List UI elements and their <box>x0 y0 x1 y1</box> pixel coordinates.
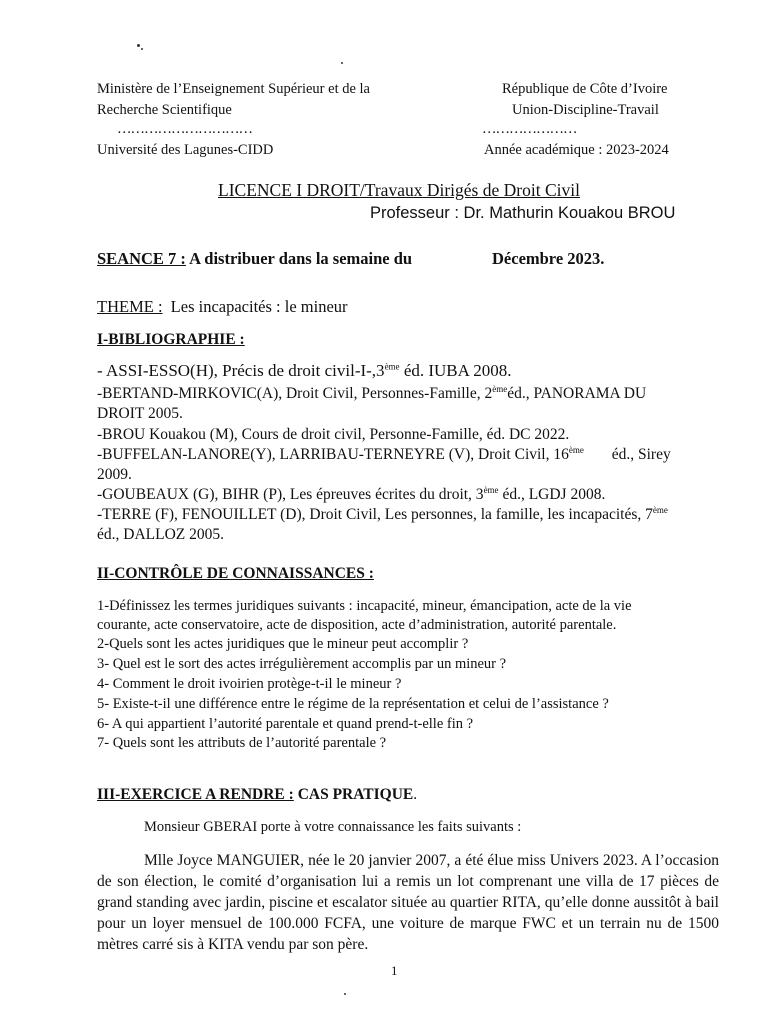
question-4: 4- Comment le droit ivoirien protège-t-il le mineur ? <box>97 676 402 692</box>
question-6: 6- A qui appartient l’autorité parentale et quand prend-t-elle fin ? <box>97 716 474 732</box>
scan-speck <box>344 993 346 995</box>
question-3: 3- Quel est le sort des actes irrégulièrement accomplis par un mineur ? <box>97 656 507 672</box>
bibliography-item <box>97 361 511 381</box>
bibliography-sup: ème <box>568 444 584 455</box>
header-left-dots: ………………………… <box>117 121 252 137</box>
exercice-heading <box>97 786 417 804</box>
header-motto: Union-Discipline-Travail <box>512 102 659 118</box>
seance-text: A distribuer dans la semaine du <box>189 249 413 268</box>
header-academic-year: Année académique : 2023-2024 <box>484 142 669 158</box>
bibliography-item: -BROU Kouakou (M), Cours de droit civil, Personne-Famille, éd. DC 2022. <box>97 426 570 443</box>
professor-line: Professeur : Dr. Mathurin Kouakou BROU <box>370 204 676 222</box>
bibliography-sup: ème <box>483 484 499 495</box>
question-5: 5- Existe-t-il une différence entre le régime de la représentation et celui de l’assistance ? <box>97 696 609 712</box>
controle-heading: II-CONTRÔLE DE CONNAISSANCES : <box>97 565 374 582</box>
exercice-paragraph: Mlle Joyce MANGUIER, née le 20 janvier 2007, a été élue miss Univers 2023. A l’occasion de son élection, le comité d’organisation lui a remis un lot comprenant une villa de 17 pièces de grand standing avec jardin, piscine et escalator située au quartier RITA, qu’elle donne aussitôt à bail pour un loyer mensuel de 100.000 FCFA, une voiture de marque FWC et un terrain nu de 1500 mètres carré sis à KITA vendu par son père. <box>97 852 719 953</box>
bibliography-text: -GOUBEAUX (G), BIHR (P), Les épreuves écrites du droit, 3 <box>97 486 484 503</box>
bibliography-item <box>97 385 646 403</box>
bibliography-text: éd., Sirey <box>607 446 671 463</box>
exercice-heading-dot: . <box>413 786 418 803</box>
seance-label: SEANCE 7 : <box>97 249 186 268</box>
exercice-heading-underlined: III-EXERCICE A RENDRE : <box>97 786 294 803</box>
bibliography-item <box>97 446 671 464</box>
theme-text: Les incapacités : le mineur <box>170 297 348 316</box>
bibliography-item-cont: 2009. <box>97 466 132 483</box>
question-7: 7- Quels sont les attributs de l’autorité parentale ? <box>97 735 387 751</box>
seance-line <box>97 249 412 269</box>
seance-date: Décembre 2023. <box>492 249 605 268</box>
course-title: LICENCE I DROIT/Travaux Dirigés de Droit Civil <box>218 180 580 200</box>
bibliography-item-cont: éd., DALLOZ 2005. <box>97 526 224 543</box>
bibliography-sup: ème <box>652 504 668 515</box>
bibliography-item-cont: DROIT 2005. <box>97 405 183 422</box>
bibliography-text: éd. IUBA 2008. <box>399 361 512 380</box>
header-university: Université des Lagunes-CIDD <box>97 142 274 158</box>
bibliography-text: éd., PANORAMA DU <box>507 385 647 402</box>
bibliography-text: -BUFFELAN-LANORE(Y), LARRIBAU-TERNEYRE (V), Droit Civil, 16 <box>97 446 569 463</box>
question-1-line2: courante, acte conservatoire, acte de disposition, acte d’administration, autorité parentale. <box>97 617 617 633</box>
bibliography-text: -TERRE (F), FENOUILLET (D), Droit Civil, Les personnes, la famille, les incapacités, 7 <box>97 506 653 523</box>
bibliography-text: -BERTAND-MIRKOVIC(A), Droit Civil, Personnes-Famille, 2 <box>97 385 493 402</box>
scan-speck <box>341 62 343 64</box>
scan-speck <box>141 48 143 50</box>
page-number: 1 <box>391 963 398 978</box>
question-1-line1: 1-Définissez les termes juridiques suivants : incapacité, mineur, émancipation, acte de la vie <box>97 598 632 614</box>
theme-label: THEME : <box>97 297 163 316</box>
bibliography-text: éd., LGDJ 2008. <box>498 486 606 503</box>
scan-speck <box>137 44 140 47</box>
header-republic: République de Côte d’Ivoire <box>502 81 668 97</box>
bibliography-sup: ème <box>384 361 400 372</box>
bibliography-item <box>97 506 668 524</box>
bibliography-sup: ème <box>492 383 508 394</box>
bibliography-text: - ASSI-ESSO(H), Précis de droit civil-I-,3 <box>97 361 385 380</box>
header-ministry-line1: Ministère de l’Enseignement Supérieur et de la <box>97 81 370 97</box>
exercice-intro: Monsieur GBERAI porte à votre connaissance les faits suivants : <box>144 819 522 835</box>
exercice-heading-rest: CAS PRATIQUE <box>293 786 414 803</box>
header-right-dots: ………………… <box>482 121 577 137</box>
question-2: 2-Quels sont les actes juridiques que le mineur peut accomplir ? <box>97 636 469 652</box>
bibliography-item <box>97 486 605 504</box>
header-ministry-line2: Recherche Scientifique <box>97 102 232 118</box>
bibliography-heading: I-BIBLIOGRAPHIE : <box>97 331 245 348</box>
theme-line <box>97 297 348 317</box>
